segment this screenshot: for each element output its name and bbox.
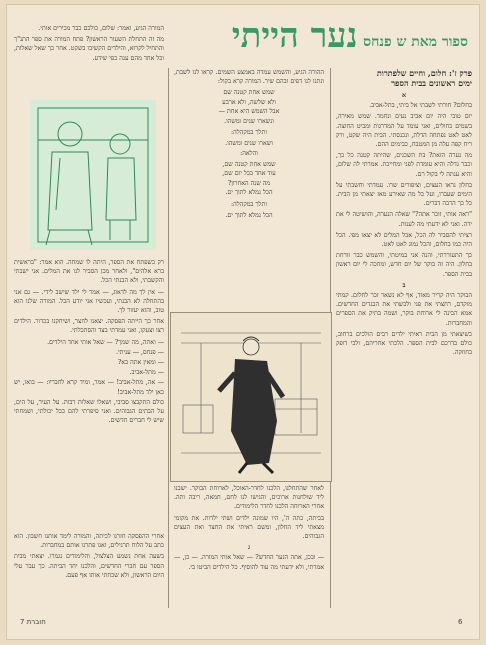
- paragraph: בשעה אחת נשמע הצלצול, והלימודים נגמרו. יצאתי מבית הספר עם חברי החדשים, והלכנו יחד הביתה. כך עבר עלי היום הראשון, ולא שכחתי אותו אף פעם.: [14, 553, 164, 579]
- paragraph: אחרי ההפסקה חזרנו לכיתה, והמורה לימד אותנו חשבון. הוא כתב על הלוח תרגילים, ואנו פתרנו אותם במחברות.: [14, 533, 164, 550]
- paragraph: רק כשפתח את הספר, היתה לו שמחה. הוא אמר: "בראשית ברא אלהים", ולאחר מכן הסביר לנו את המלים. אני ישבתי והקשבתי, ולא הבנתי הכל.: [14, 259, 164, 285]
- paragraph: כשיצאתי מן הבית ראיתי ילדים רבים הולכים ברחוב, כולם בדרכם לבית הספר. הלכתי אחריהם, ולבי דופק בחוזקה.: [336, 330, 472, 357]
- paragraph: — ואתה, מה שמך? — שאל אותי אחד הילדים.: [47, 338, 164, 346]
- poem: הכל נמלא לתוך ים.: [225, 211, 273, 219]
- refrain: ותלך במקהלה:: [231, 200, 267, 208]
- paragraph: "ראה אותי, זוכר אתה?" שאלה הנערה, והושיטה לי את ידה. ואני לא ידעתי מה לענות.: [336, 211, 472, 228]
- section-alef: א: [401, 92, 407, 99]
- poem: שמש אחת קטנה שם ולא שלשה, ולא ארבע אבל השמש היא אחת — ונשארו שנים ומשהו.: [218, 89, 280, 125]
- middle-column-top: [174, 68, 324, 310]
- walking-man-illustration: [170, 312, 332, 482]
- paragraph: אחר כך הייתה הפסקה. יצאנו לחצר, ושיחקנו בכדור. הילדים רצו וצעקו, ואני עמדתי בצד והסתכלתי.: [14, 318, 164, 335]
- left-column-bottom: [14, 532, 164, 608]
- paragraph: ההורה הגיע, והשמש עמדה באמצע השמים. קראו לנו לשבת, ונתנו לנו דפים ובהם שיר. המורה קרא בקול:: [174, 69, 324, 86]
- chapter-heading: פרק ז': חלום, וחיים שלפתרות ימים ראשונים בבית הספר: [376, 68, 472, 88]
- middle-column-bottom: [174, 484, 324, 608]
- page-number: 6: [458, 618, 463, 626]
- page: [6, 4, 480, 640]
- paragraph: בחלום? חורתי לשבתי אל ביתי, בתל-אביב.: [369, 102, 472, 110]
- paragraph: — פנחס, — עניתי.: [115, 348, 164, 356]
- paragraph: — אה, מתל-אביב! — אמר, ומיד קרא לחבריו: — בואו, יש כאן ילד מתל-אביב!: [14, 379, 164, 396]
- column-divider: [168, 68, 169, 608]
- story-byline: ספור מאת ש פנחס: [363, 34, 468, 50]
- paragraph: — ובכן, אתה הנער החדש? — שאל אותי המורה. — כן, — אמרתי, ולא ידעתי מה עוד להוסיף. כל הילדים הביטו בי.: [174, 554, 324, 571]
- paragraph: המורה הגיע, ואמר: שלום, כולכם כבר מכירים אותי.: [38, 25, 164, 32]
- poem: שמש אחת קטנה שם, עוד אחד בכל יום שם, מה שנה האחרון? הכל נמלא לתוך ים.: [222, 161, 276, 197]
- paragraph: יום טובי היה יום אביב נעים ונחמד. שמש מאירה, בשמים כחולים, ואני עומד על המדרגות ומביט החוצה. לאט לאט נפתחה הדלת, ונכנסתי. הבית היה שקט, ורק ריח קפה עלה מן המטבח, כבימים ההם.: [336, 113, 472, 149]
- paragraph: מה נערה הזאת? בת השכנים, שהיתה קטנה כל כך, וכבר גדלה והיא עומדת לפני ומחייכת. אמרתי לה שלום, והיא ענתה לי בקול רם.: [336, 152, 472, 178]
- paragraph: מה זה התחלת השעור הראשון? פתח המורה את ספר התנ"ך והתחיל לקרוא, והילדים הקשיבו בשקט. אחר כך שאל שאלות, וכל אחד מהם ענה כפי שידע.: [14, 36, 164, 62]
- paragraph: — מתל-אביב.: [129, 369, 164, 377]
- poem: ושארו שנים ומשהו. והלאה:: [225, 140, 273, 157]
- paragraph: — ומאין אתה בא?: [117, 359, 164, 367]
- paragraph: — אין לך מה לדאוג, — אמר לי ילד שישב לידי. — גם אני בהתחלה לא הבנתי, ועכשיו אני יודע הכל. המורה שלנו הוא טוב, והוא יעזור לך.: [14, 288, 164, 315]
- paragraph: בחלון נראו העצים, וציפורים שרו. עמדתי וחשבתי על הימים שעברו, ועל כל מה שאירע מאז יצאתי מן הבית. כל כך הרבה דברים.: [336, 181, 472, 208]
- section-bet: ב: [402, 281, 406, 289]
- teacher-student-illustration: [30, 100, 156, 250]
- story-heading: נער הייתי: [231, 16, 358, 56]
- paragraph: בכיתה, כתה ה', היו שמונה ילדים ושתי ילדות. את מקומי מצאתי ליד החלון, ומשם ראיתי את החצר ואת העצים הגבוהים.: [174, 514, 324, 541]
- left-column-top: [14, 24, 164, 94]
- section-gimel: ג: [247, 544, 251, 552]
- story-title: [176, 16, 476, 62]
- publication-label: חוברת 7: [20, 618, 46, 626]
- left-column-middle: [14, 258, 164, 528]
- right-column: [336, 68, 472, 608]
- paragraph: כך התעוררתי, והנה אני במיטתי, והשמש כבר זורחת בחלון. היה זה בוקר של יום חדש, ומחכה לי יום ראשון בבית הספר.: [336, 252, 472, 278]
- paragraph: כולם התקבצו סביבי, ושאלו שאלות רבות. על העיר, על הים, על הבתים הגבוהים. ואני סיפרתי להם ככל יכולתי, ושמחתי שיש לי חברים חדשים.: [14, 398, 164, 425]
- refrain: ותלך במקהלה:: [231, 129, 267, 137]
- paragraph: רציתי להסביר לה הכל, אבל המלים לא יצאו מפי. הכל היה כמו בחלום, והכל נמוג לאט לאט.: [336, 231, 472, 249]
- paragraph: לאחר שהתחלנו, הלכנו לחדר-האוכל, לארוחת הבוקר. ישבנו ליד שולחנות ארוכים, והגישו לנו לחם, חמאה, ריבה ותה. אחרי הארוחה הלכנו לחדר הלימודים.: [174, 485, 324, 511]
- paragraph: הבוקר היה קריר מאוד, אף לא נשאר זכר לחלום. קמתי מוקדם, רחצתי את פני ולבשתי את הבגדים החדשים. אמא הכינה לי ארוחת בוקר, ושמה בתיק את הספרים והמחברות.: [336, 292, 472, 327]
